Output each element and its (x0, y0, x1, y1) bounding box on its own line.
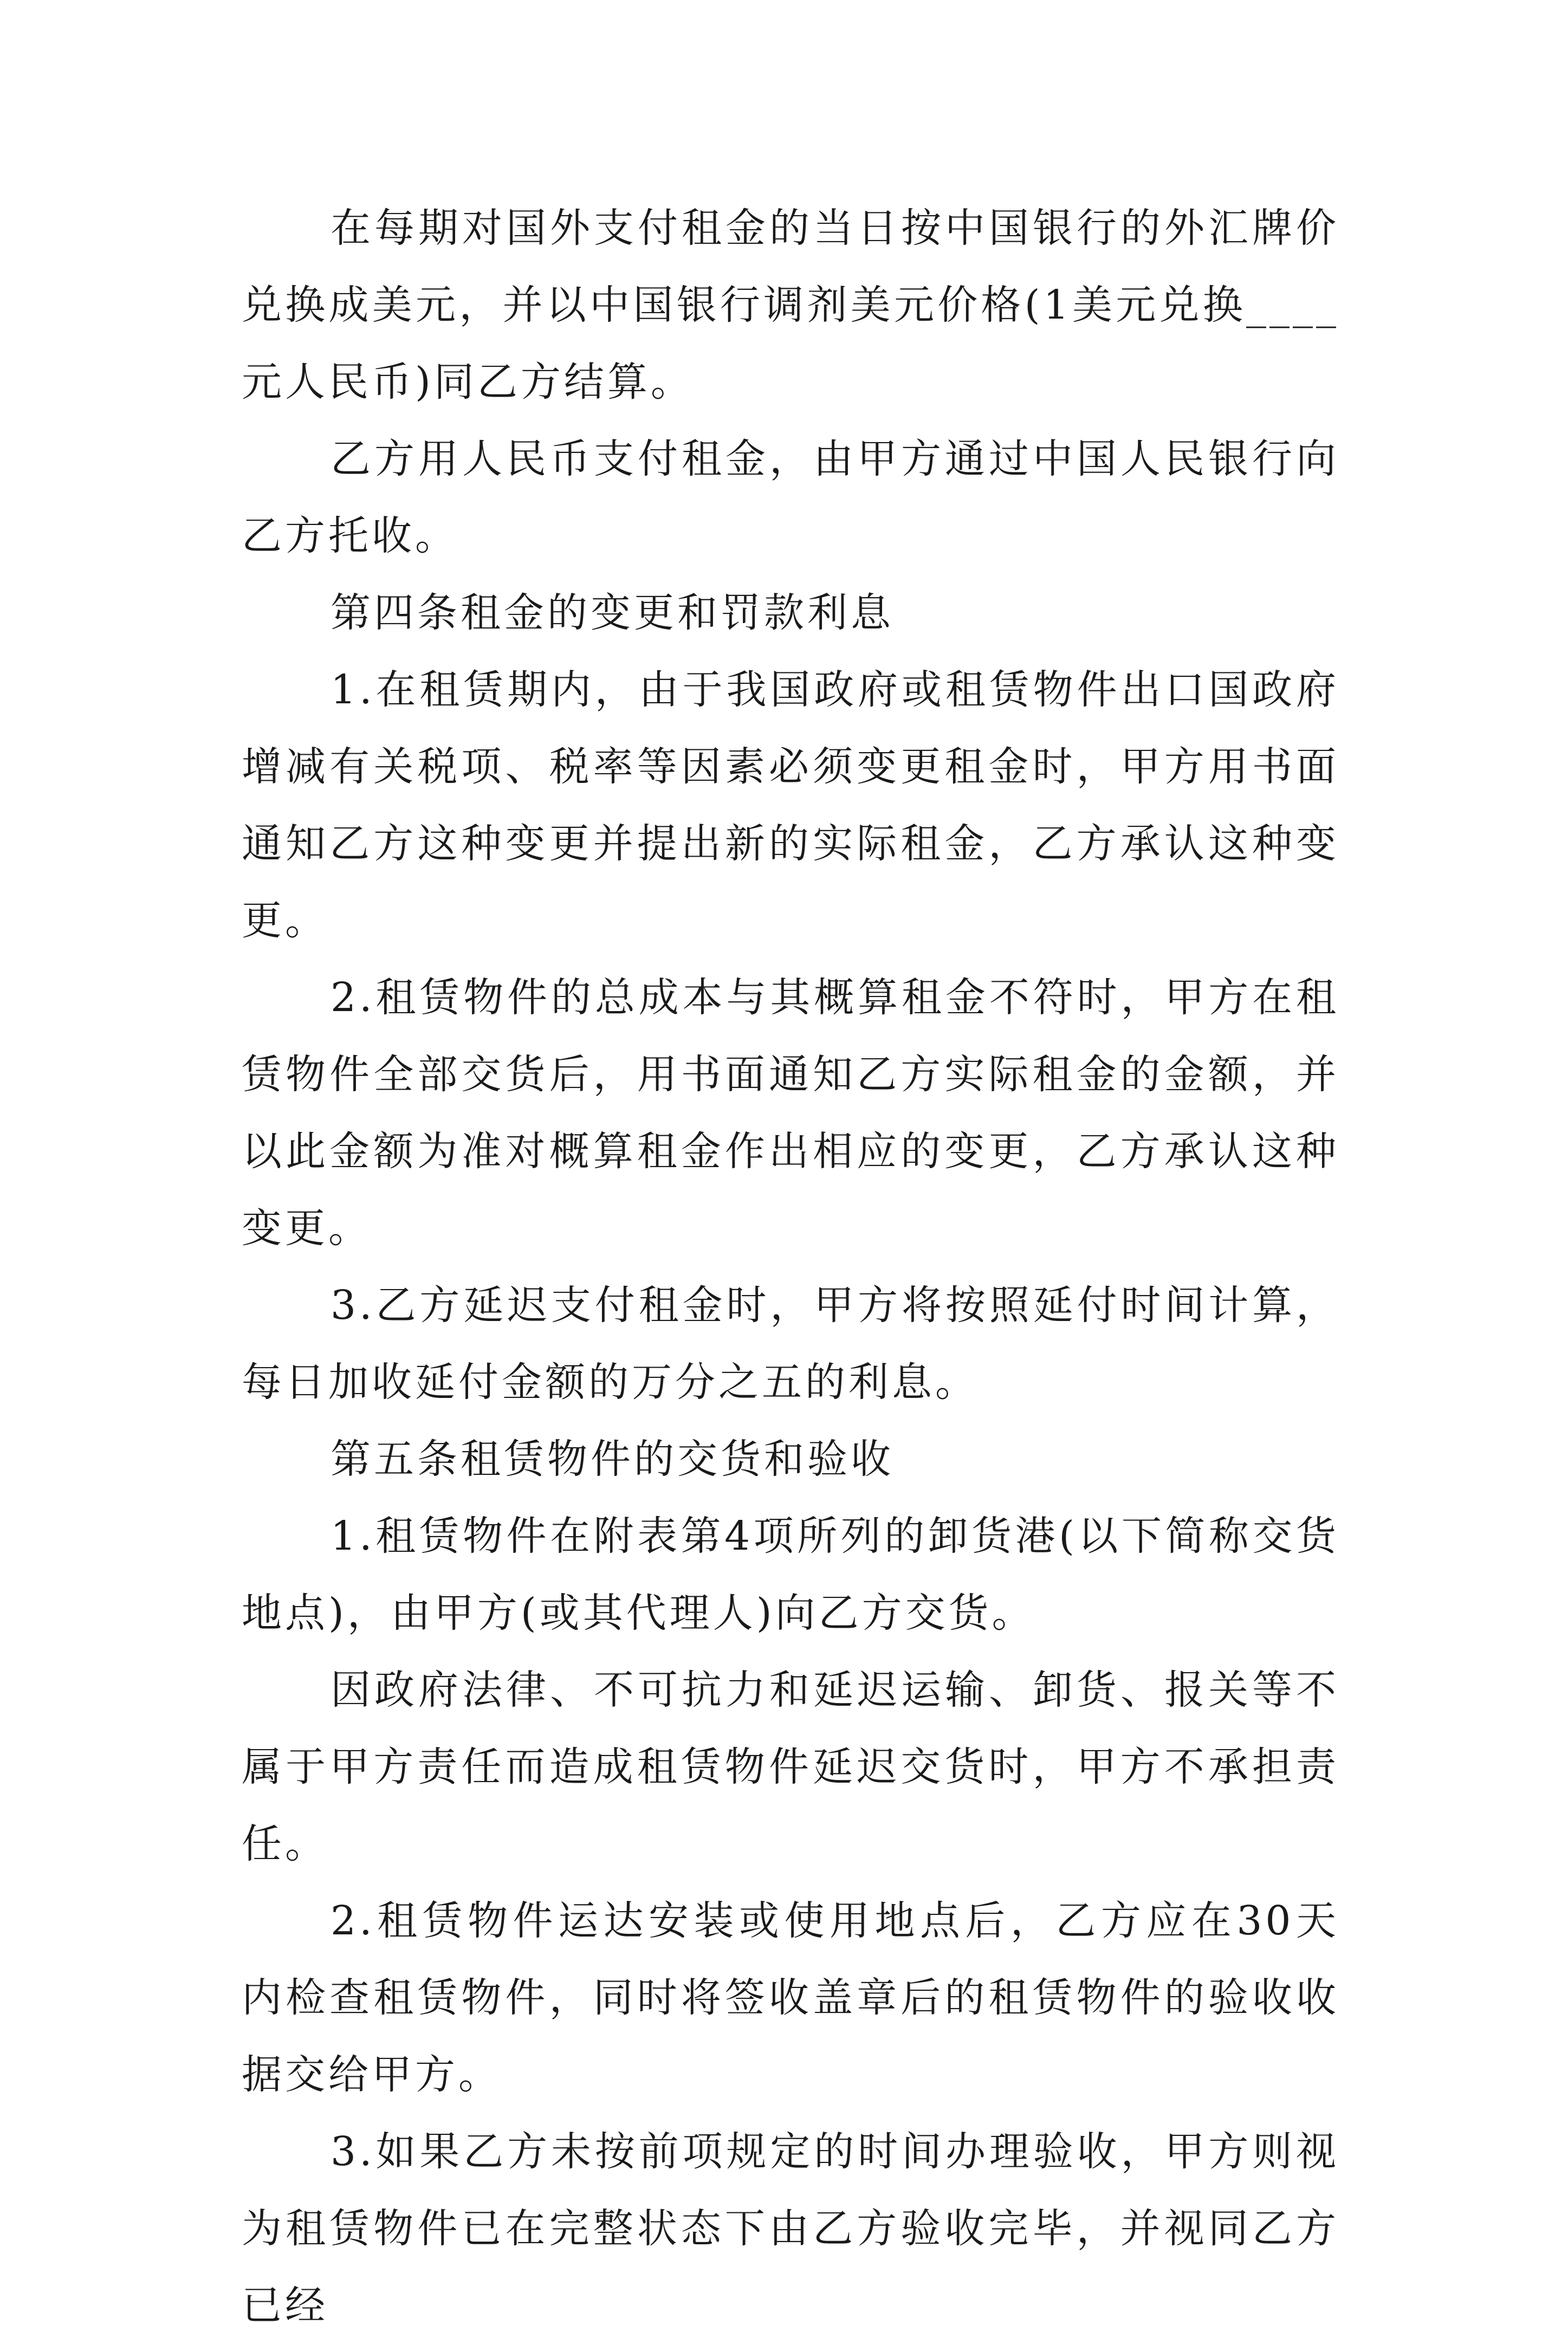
heading-article-4: 第四条租金的变更和罚款利息 (331, 590, 894, 636)
document-body (242, 190, 1339, 2344)
paragraph-article-4-item-2: 2.租赁物件的总成本与其概算租金不符时，甲方在租赁物件全部交货后，用书面通知乙方实际租金的金额，并以此金额为准对概算租金作出相应的变更，乙方承认这种变更。 (242, 974, 1339, 1252)
paragraph-article-4-item-3: 3.乙方延迟支付租金时，甲方将按照延付时间计算，每日加收延付金额的万分之五的利息。 (242, 1282, 1339, 1406)
paragraph-article-5-item-3: 3.如果乙方未按前项规定的时间办理验收，甲方则视为租赁物件已在完整状态下由乙方验收完毕，并视同乙方已经 (242, 2128, 1339, 2329)
paragraph-article-5-item-2: 2.租赁物件运达安装或使用地点后，乙方应在30天内检查租赁物件，同时将签收盖章后的租赁物件的验收收据交给甲方。 (242, 1898, 1339, 2098)
paragraph-exchange-rate: 在每期对国外支付租金的当日按中国银行的外汇牌价兑换成美元，并以中国银行调剂美元价格(1美元兑换____元人民币)同乙方结算。 (242, 205, 1339, 405)
paragraph-article-5-item-1: 1.租赁物件在附表第4项所列的卸货港(以下简称交货地点)，由甲方(或其代理人)向乙方交货。 (242, 1513, 1339, 1636)
paragraph-rmb-payment: 乙方用人民币支付租金，由甲方通过中国人民银行向乙方托收。 (242, 436, 1339, 559)
paragraph-article-4-item-1: 1.在租赁期内，由于我国政府或租赁物件出口国政府增减有关税项、税率等因素必须变更租金时，甲方用书面通知乙方这种变更并提出新的实际租金，乙方承认这种变更。 (242, 666, 1339, 944)
heading-article-5: 第五条租赁物件的交货和验收 (331, 1436, 894, 1482)
paragraph-article-5-exemption: 因政府法律、不可抗力和延迟运输、卸货、报关等不属于甲方责任而造成租赁物件延迟交货时，甲方不承担责任。 (242, 1667, 1339, 1867)
